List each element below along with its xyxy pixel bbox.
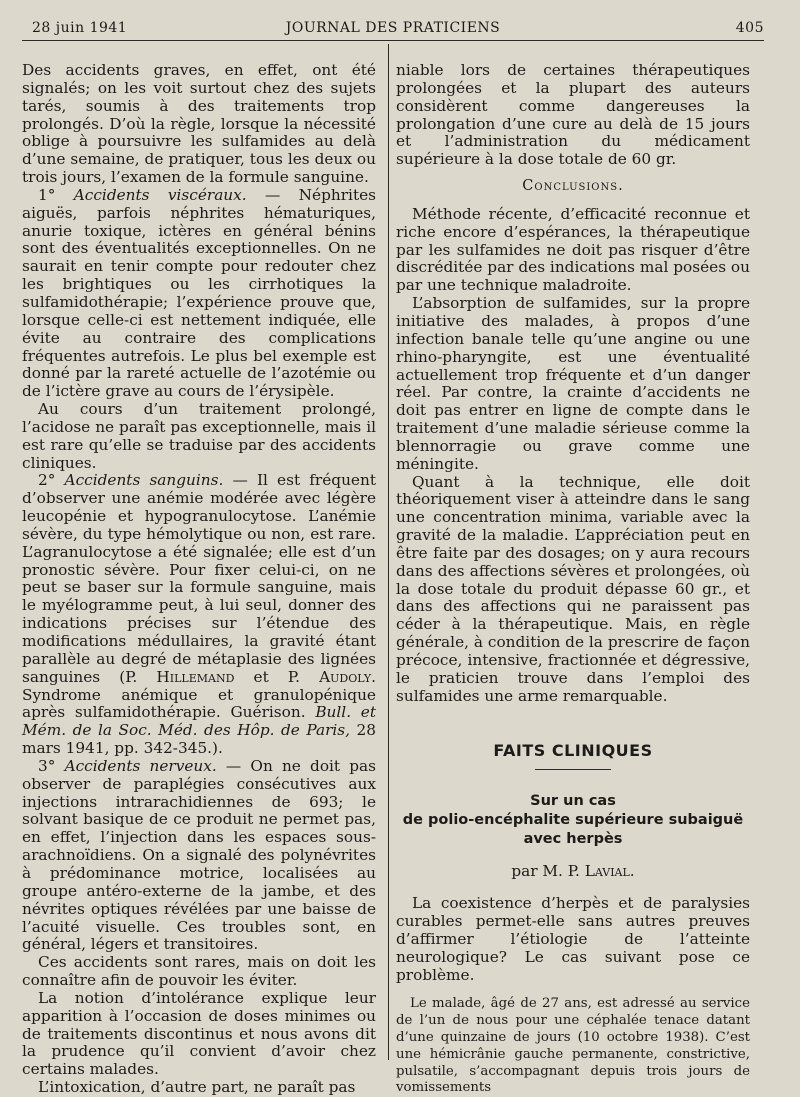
paragraph-absorption: L’absorption de sulfamides, sur la propre initiative des malades, à propos d’une infection banale telle qu’une angine ou une rhino-pharyngite, est une éventualité actuellement trop fréquente et d’un danger réel. Par contre, la crainte d’accidents ne doit pas entrer en ligne de compte dans le traitement d’une maladie sérieuse comme la blennorragie ou grave comme une méningite.: [396, 294, 750, 473]
paragraph-question: La coexistence d’herpès et de paralysies curables permet-elle sans autres preuves d’affirmer l’étiologie de l’atteinte neurologique? Le cas suivant pose ce problème.: [396, 894, 750, 984]
paragraph-intolerance: La notion d’intolérance explique leur apparition à l’occasion de doses minimes ou de traitements discontinus et nous avons dit la prudence qu’il convient d’avoir chez certains malades.: [22, 988, 376, 1079]
article-title-line: Sur un cas: [530, 793, 616, 810]
paragraph-continued: niable lors de certaines thérapeutiques prolongées et la plupart des auteurs considèrent comme dangereuses la prolongation d’une cure au delà de 15 jours et l’administration du médicament supérieure à la dose totale de 60 gr.: [396, 61, 750, 169]
page-number: 405: [735, 20, 764, 36]
running-header: [22, 14, 764, 41]
right-column: [396, 62, 750, 1097]
paragraph-nervous-accidents: [22, 758, 376, 954]
author-name: Audoly: [319, 667, 372, 686]
byline-author: Lavial.: [584, 862, 635, 881]
subsection-title: Accidents sanguins.: [64, 471, 224, 490]
case-report: Le malade, âgé de 27 ans, est adressé au service de l’un de nous pour une céphalée tenace datant d’une quinzaine de jours (10 octobre 1938). C’est une hémicrânie gauche permanente, constrictive, pulsatile, s’accompagnant depuis trois jours de vomissements: [396, 996, 750, 1096]
paragraph-intoxication: L’intoxication, d’autre part, ne paraît pas: [38, 1078, 356, 1097]
paragraph-acidosis: Au cours d’un traitement prolongé, l’acidose ne paraît pas exceptionnelle, mais il est rare qu’elle se traduise par des accidents cliniques.: [22, 400, 376, 472]
paragraph-body: — Néphrites aiguës, parfois néphrites hématuriques, anurie toxique, ictères en général bénins sont des éventualités exceptionnelles. On ne saurait en tenir compte pour redouter chez les brightiques ou les cirrhotiques la sulfamidothérapie; l’expérience prouve que, lorsque celle-ci est nettement indiquée, elle évite au contraire des complications fréquentes autrefois. Le plus bel exemple est donné par la rareté actuelle de l’azotémie ou de l’ictère grave au cours de l’érysipèle.: [22, 185, 376, 401]
title-rule: [535, 769, 611, 770]
journal-title: JOURNAL DES PRATICIENS: [285, 20, 501, 36]
byline-prefix: par M. P.: [511, 862, 585, 881]
paragraph-visceral-accidents: [22, 187, 376, 401]
item-number: 3°: [38, 756, 65, 775]
paragraph-method: Méthode récente, d’efficacité reconnue et riche encore d’espérances, la thérapeutique par les sulfamides ne doit pas risquer d’être discréditée par des indications mal posées ou par une technique maladroite.: [396, 204, 750, 295]
item-number: 1°: [38, 185, 74, 204]
column-divider: [388, 44, 389, 1060]
paragraph-rare-accidents: Ces accidents sont rares, mais on doit les connaître afin de pouvoir les éviter.: [22, 953, 376, 990]
journal-reference: Bull. et Mém. de la Soc. Méd. des Hôp. de Paris,: [22, 703, 376, 740]
article-title-line: avec herpès: [523, 831, 623, 848]
article-title-line: de polio-encéphalite supérieure subaiguë: [402, 812, 744, 829]
left-column: [22, 62, 376, 1097]
reference-text: . Syndrome anémique et granulopénique après sulfamidothérapie. Guérison.: [22, 667, 376, 722]
byline: [396, 863, 750, 881]
paragraph-body: — Il est fréquent d’observer une anémie modérée avec légère leucopénie et hypogranulocytose. L’anémie sévère, du type hémolytique ou non, est rare. L’agranulocytose a été signalée; elle est d’un pronostic sévère. Pour fixer celui-ci, on ne peut se baser sur la formule sanguine, mais le myélogramme peut, à lui seul, donner des indications précises sur l’étendue des modifications médullaires, la gravité étant parallèle au degré de métaplasie des lignées sanguines (P.: [22, 471, 376, 686]
conclusions-heading: Conclusions.: [522, 178, 624, 195]
article-title: [396, 792, 750, 849]
paragraph-technique: Quant à la technique, elle doit théoriquement viser à atteindre dans le sang une concentration minima, variable avec la gravité de la maladie. L’appréciation peut en être faite par des dosages; on y aura recours dans des affections sévères et prolongées, où la dose totale du produit dépasse 60 gr., et dans des affections qui ne paraissent pas céder à la thérapeutique. Mais, en règle générale, à condition de la prescrire de façon précoce, intensive, fractionnée et dégressive, le praticien trouve dans l’emploi des sulfamides une arme remarquable.: [396, 472, 750, 705]
text-fragment: et P.: [234, 667, 320, 686]
paragraph-blood-accidents: [22, 472, 376, 758]
author-name: Hillemand: [156, 667, 235, 686]
item-number: 2°: [38, 471, 65, 490]
subsection-title: Accidents viscéraux.: [73, 185, 247, 204]
reference-date: 28 mars 1941, pp. 342-345.).: [22, 721, 377, 758]
subsection-title: Accidents nerveux.: [64, 756, 217, 775]
paragraph-body: — On ne doit pas observer de paraplégies consécutives aux injections intrarachidiennes de 693; le solvant basique de ce produit ne permet pas, en effet, l’injection dans les espaces sous-arachnoïdiens. On a signalé des polynévrites à prédominance motrice, localisées au groupe antéro-externe de la jambe, et des névrites optiques révélées par une baisse de l’acuité visuelle. Ces troubles sont, en général, légers et transitoires.: [22, 756, 377, 954]
paragraph-serious-accidents: Des accidents graves, en effet, ont été signalés; on les voit surtout chez des sujets tarés, soumis à des traitements trop prolongés. D’où la règle, lorsque la nécessité oblige à poursuivre les sulfamides au delà d’une semaine, de pratiquer, tous les deux ou trois jours, l’examen de la formule sanguine.: [22, 61, 376, 187]
section-title: FAITS CLINIQUES: [493, 740, 653, 760]
issue-date: 28 juin 1941: [32, 20, 128, 36]
